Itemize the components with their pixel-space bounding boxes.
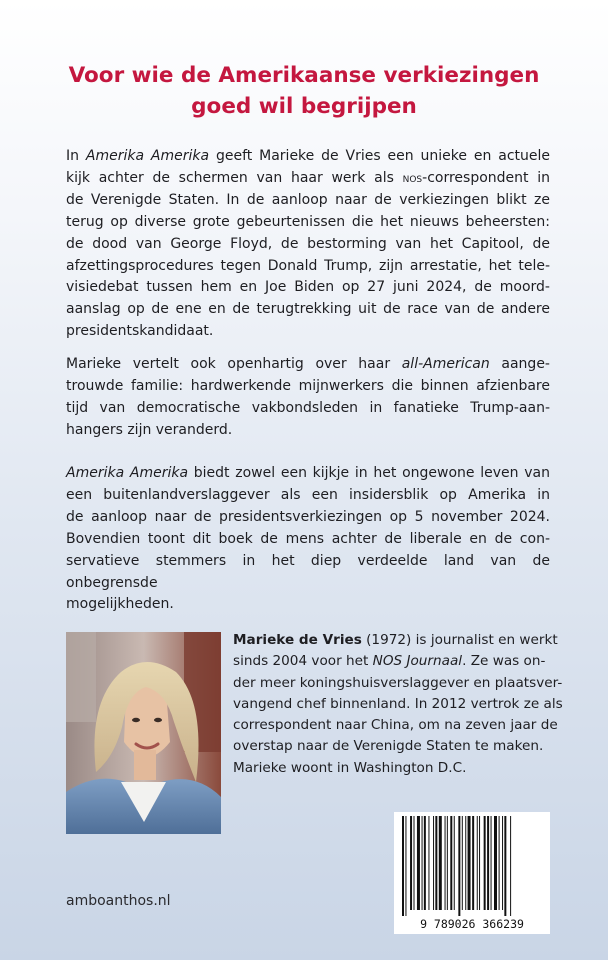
barcode-bar (487, 816, 489, 910)
text-run: Marieke vertelt ook openhartig over haar (66, 356, 402, 372)
text-line: aanslag op de ene en de terugtrekking uit de race van de andere (66, 301, 550, 318)
barcode-bar (428, 816, 429, 910)
barcode-bar (439, 816, 442, 910)
text-line: mogelijkheden. (66, 596, 174, 613)
text-run: aange- (489, 356, 550, 372)
barcode-bar (502, 816, 503, 910)
text-line: de aanloop naar de presidentsverkiezingen op 5 november 2024. (66, 508, 550, 525)
barcode-bar (477, 816, 478, 910)
isbn-barcode (394, 812, 550, 934)
text-line: trouwde familie: hardwerkende mijnwerkers die binnen afzienbare (66, 377, 550, 394)
text-run: sinds 2004 voor het (233, 653, 373, 670)
barcode-bar (450, 816, 452, 910)
text-line: Marieke woont in Washington D.C. (233, 759, 467, 776)
text-line: correspondent naar China, om na zeven jaar de (233, 717, 558, 734)
text-line: der meer koningshuisverslaggever en plaatsver- (233, 674, 563, 691)
barcode-bar (454, 816, 455, 910)
barcode-bar (479, 816, 480, 910)
headline-line-1: Voor wie de Amerikaanse verkiezingen (68, 63, 540, 88)
barcode-bar (491, 816, 492, 910)
text-run: . Ze was on- (462, 653, 546, 670)
text-line (66, 146, 550, 168)
text-line: een buitenlandverslaggever als een insidersblik op Amerika in (66, 486, 550, 503)
barcode-bar (435, 816, 437, 910)
barcode-bar (472, 816, 474, 910)
text-run: In (66, 148, 86, 164)
barcode-bar (499, 816, 500, 910)
text-line: servatieve stemmers in het diep verdeelde land van de onbegrensde (66, 552, 550, 591)
barcode-bars (402, 816, 511, 916)
barcode-bar (445, 816, 446, 910)
barcode-bar (465, 816, 466, 910)
text-run: (1972) is journalist en werkt (361, 632, 558, 648)
text-run: -correspondent in (422, 169, 550, 186)
barcode-bar (468, 816, 471, 910)
barcode-bar (402, 816, 404, 916)
barcode-bar (462, 816, 463, 910)
summary-paragraph-1 (66, 146, 550, 343)
text-line: presidentskandidaat. (66, 323, 214, 340)
text-line (233, 630, 558, 651)
text-line: de dood van George Floyd, de bestorming van het Capitool, de (66, 235, 550, 252)
text-line: hangers zijn veranderd. (66, 421, 233, 438)
text-line (233, 651, 551, 672)
barcode-bar (504, 816, 506, 916)
text-line: de Verenigde Staten. In de aanloop naar de verkiezingen blikt ze (66, 191, 550, 208)
text-line: afzettingsprocedures tegen Donald Trump, zijn arrestatie, het tele- (66, 257, 550, 274)
book-title: Amerika Amerika (85, 148, 210, 164)
barcode-bar (458, 816, 460, 916)
barcode-bar (414, 816, 415, 910)
text-line: visiedebat tussen hem en Joe Biden op 27 juni 2024, de moord- (66, 279, 550, 296)
text-line: vangend chef binnenland. In 2012 vertrok ze als (233, 695, 563, 712)
barcode-graphic (394, 812, 550, 934)
text-run: geeft Marieke de Vries een unieke en actuele (209, 148, 550, 164)
emphasis: all-American (401, 356, 490, 372)
book-title: Amerika Amerika (66, 465, 189, 481)
barcode-bar (417, 816, 420, 910)
author-name: Marieke de Vries (233, 632, 362, 648)
text-line (66, 354, 550, 376)
barcode-bar (510, 816, 511, 916)
text-line: Bovendien toont dit boek de mens achter de liberale en de con- (66, 530, 550, 547)
barcode-bar (422, 816, 423, 910)
headline-line-2: goed wil begrijpen (191, 94, 417, 119)
author-photo (66, 632, 221, 834)
publisher-website: amboanthos.nl (66, 893, 171, 909)
barcode-bar (484, 816, 486, 910)
headline (40, 60, 568, 122)
summary-paragraph-2 (66, 354, 550, 442)
barcode-bar (410, 816, 412, 910)
barcode-bar (405, 816, 406, 916)
text-line: overstap naar de Verenigde Staten te maken. (233, 738, 544, 755)
barcode-bar (424, 816, 426, 910)
text-run: kijk achter de schermen van haar werk als (66, 169, 403, 186)
author-bio (233, 630, 563, 779)
text-line (66, 168, 550, 190)
text-line (66, 463, 550, 485)
emphasis: NOS Journaal (372, 653, 463, 670)
barcode-digits: 9 789026 366239 (420, 917, 524, 931)
text-line: tijd van democratische vakbondsleden in fanatieke Trump-aan- (66, 399, 550, 416)
summary-paragraph-3 (66, 463, 550, 616)
nos-abbrev: nos (402, 170, 423, 186)
barcode-bar (494, 816, 497, 910)
barcode-bar (447, 816, 448, 910)
text-run: biedt zowel een kijkje in het ongewone leven van (188, 465, 550, 481)
author-portrait-image (66, 632, 221, 834)
barcode-bar (433, 816, 434, 910)
text-line: terug op diverse grote gebeurtenissen die het nieuws beheersten: (66, 213, 550, 230)
